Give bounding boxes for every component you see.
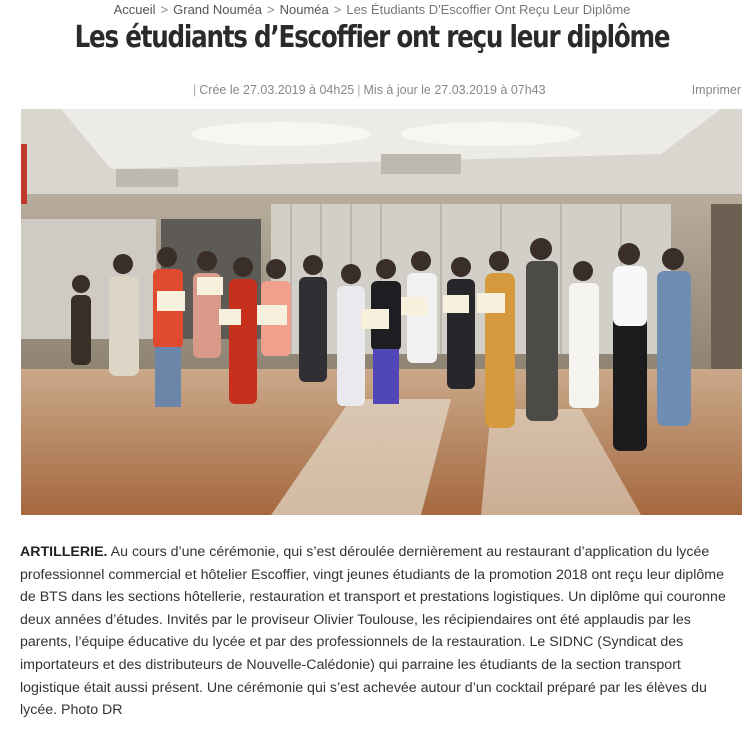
meta-separator: | — [357, 83, 361, 97]
meta-separator: | — [193, 83, 197, 97]
print-link[interactable]: Imprimer — [691, 83, 741, 97]
group-photo-illustration — [21, 109, 742, 515]
breadcrumb-home[interactable]: Accueil — [113, 2, 156, 17]
breadcrumb-grand-noumea[interactable]: Grand Nouméa — [173, 2, 263, 17]
article-title: Les étudiants d’Escoffier ont reçu leur diplôme — [74, 20, 670, 55]
updated-date: Mis à jour le 27.03.2019 à 07h43 — [363, 83, 546, 97]
breadcrumb-current: Les Étudiants D'Escoffier Ont Reçu Leur Diplôme — [346, 2, 631, 17]
article-meta — [0, 83, 744, 101]
breadcrumb-noumea[interactable]: Nouméa — [279, 2, 329, 17]
breadcrumb-separator: > — [160, 2, 169, 17]
article-text: Au cours d’une cérémonie, qui s’est déroulée dernièrement au restaurant d’application du lycée professionnel commercial et hôtelier Escoffier, vingt jeunes étudiants de la promotion 2018 ont reçu leur diplôme de BTS dans les sections hôtellerie, restauration et transport et prestations logistiques. Un diplôme qui couronne deux années d’études. Invités par le proviseur Olivier Toulouse, les récipiendaires ont été applaudis par les parents, l’équipe éducative du lycée et par des professionnels de la restauration. Le SIDNC (Syndicat des importateurs et des distributeurs de Nouvelle-Calédonie) qui parraine les étudiants de la section transport logistique était aussi présent. Une cérémonie qui s’est achevée autour d’un cocktail préparé par les élèves du lycée. Photo DR — [20, 544, 726, 719]
breadcrumb-separator: > — [267, 2, 275, 17]
created-date: Crée le 27.03.2019 à 04h25 — [199, 83, 355, 97]
article-dates — [190, 83, 546, 97]
article-photo — [21, 109, 742, 515]
breadcrumb — [0, 2, 744, 17]
breadcrumb-separator: > — [333, 2, 342, 17]
article-lead: ARTILLERIE. — [20, 544, 108, 560]
article-body — [20, 541, 742, 722]
